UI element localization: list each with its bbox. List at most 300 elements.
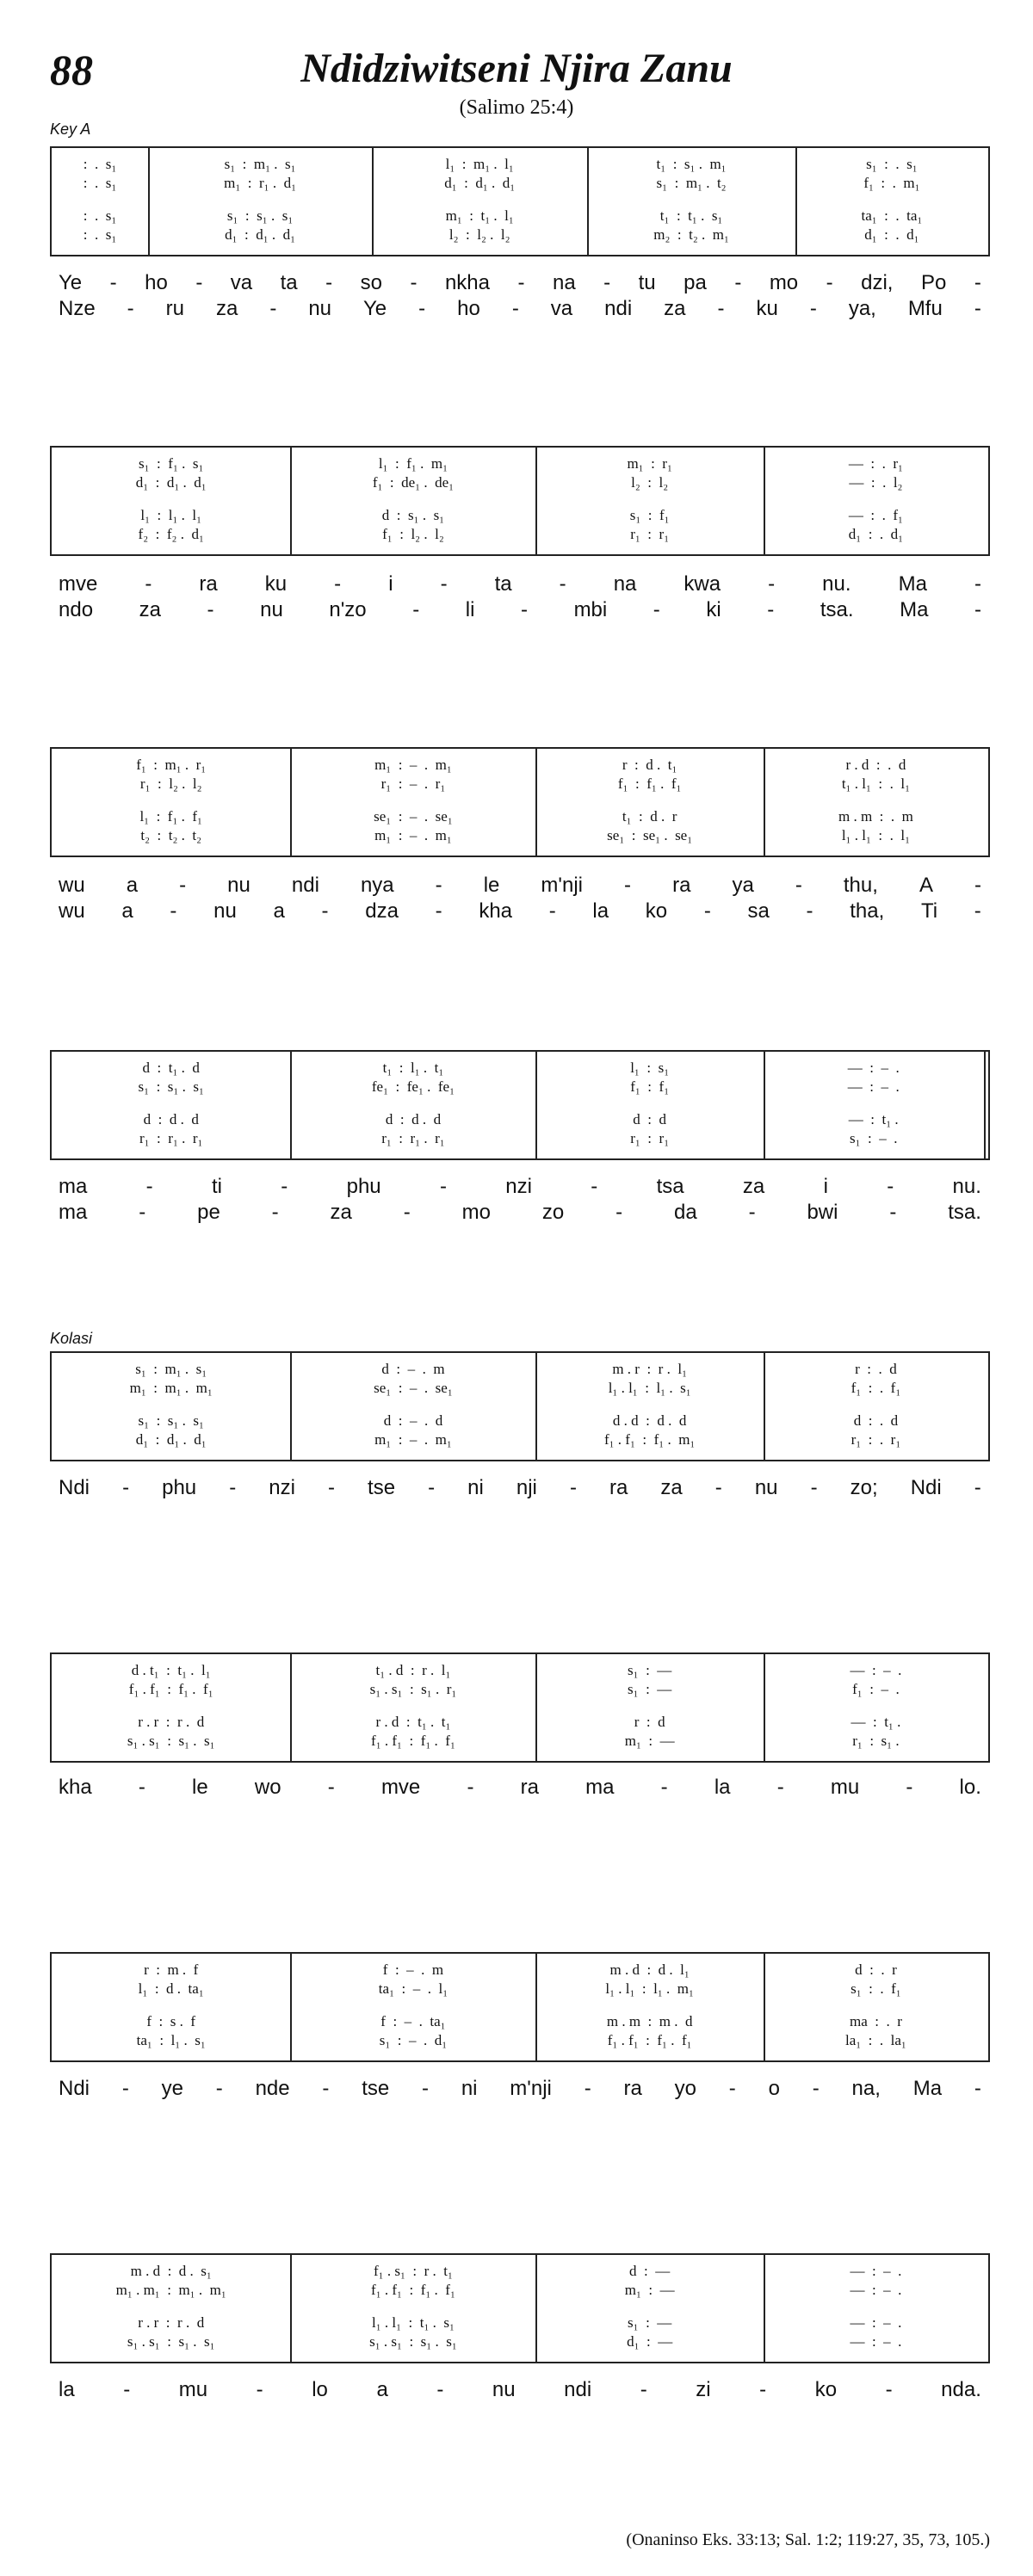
solfa-notes: m₁ : t₁ . l₁ bbox=[445, 207, 514, 224]
solfa-notes: l₁ : s₁ bbox=[630, 1059, 670, 1076]
lyrics-block bbox=[50, 271, 990, 320]
lyric-syllable: nde bbox=[255, 2077, 290, 2100]
measure-notes bbox=[59, 473, 283, 492]
treble-voices bbox=[52, 756, 988, 794]
measure-notes bbox=[59, 1379, 283, 1398]
lyric-syllable: ma bbox=[59, 1201, 88, 1224]
solfa-notes: s₁ : s₁ . s₁ bbox=[138, 1412, 204, 1429]
lyric-syllable: - bbox=[640, 2378, 647, 2401]
lyric-syllable: m'nji bbox=[510, 2077, 552, 2100]
measure-notes bbox=[542, 2313, 756, 2332]
solfa-notes: — : . f₁ bbox=[848, 507, 903, 523]
measure-notes bbox=[297, 2012, 529, 2031]
solfa-notes: r₁ : r₁ bbox=[630, 1130, 670, 1146]
measure-notes bbox=[59, 1980, 283, 1998]
lyric-syllable: ho bbox=[145, 271, 168, 294]
voice-row-b2 bbox=[52, 1732, 988, 1751]
measure-notes bbox=[155, 225, 365, 244]
lyric-syllable: nu. bbox=[952, 1175, 981, 1198]
solfa-notes: t₁ : s₁ . m₁ bbox=[656, 156, 727, 172]
solfa-notes: f₁ : m₁ . r₁ bbox=[136, 757, 207, 773]
lyric-syllable: Mfu bbox=[907, 297, 943, 320]
measure-notes bbox=[297, 2031, 529, 2050]
voice-row-b1 bbox=[52, 506, 988, 525]
measure-notes bbox=[59, 1961, 283, 1980]
measure-notes bbox=[542, 1961, 756, 1980]
lyric-syllable: ya, bbox=[848, 297, 876, 320]
voice-row-b2 bbox=[52, 2332, 988, 2351]
hymn-subtitle: (Salimo 25:4) bbox=[459, 96, 574, 119]
measure-notes bbox=[379, 155, 580, 174]
measure-notes bbox=[59, 807, 283, 826]
lyric-syllable: dza bbox=[365, 899, 399, 923]
hymn-title: Ndidziwitseni Njira Zanu bbox=[300, 46, 733, 91]
measure-notes bbox=[297, 1430, 529, 1449]
measure-notes bbox=[59, 525, 283, 544]
lyric-syllable: so bbox=[360, 271, 382, 294]
measure-notes bbox=[379, 207, 580, 225]
page-number: 88 bbox=[50, 46, 93, 94]
voice-row-b1 bbox=[52, 2313, 988, 2332]
solfa-notes: s₁ : s₁ . s₁ bbox=[138, 1078, 204, 1095]
solfa-notes: t₁ : t₁ . s₁ bbox=[659, 207, 723, 224]
lyric-syllable: phu bbox=[346, 1175, 381, 1198]
lyric-syllable: - bbox=[215, 2077, 223, 2100]
lyric-syllable: - bbox=[435, 874, 442, 897]
solfa-notes: f₂ : f₂ . d₁ bbox=[138, 526, 204, 542]
measure-notes bbox=[802, 155, 981, 174]
solfa-notes: t₁ : l₁ . t₁ bbox=[382, 1059, 444, 1076]
lyric-syllable: na, bbox=[851, 2077, 881, 2100]
voice-row-t1 bbox=[52, 756, 988, 775]
lyrics-block bbox=[50, 1476, 990, 1502]
lyric-syllable: - bbox=[759, 2378, 767, 2401]
voice-row-b1 bbox=[52, 2012, 988, 2031]
solfa-notes: r : d bbox=[634, 1714, 665, 1730]
voice-row-t1 bbox=[52, 1961, 988, 1980]
solfa-notes: — : – . bbox=[847, 1059, 900, 1076]
lyric-syllable: va bbox=[550, 297, 573, 320]
measure-notes bbox=[59, 2313, 283, 2332]
solfa-notes: r₁ : s₁ . bbox=[852, 1733, 900, 1749]
measure-notes bbox=[59, 1430, 283, 1449]
lyric-syllable: tse bbox=[362, 2077, 390, 2100]
measure-notes bbox=[542, 1430, 756, 1449]
lyric-syllable: Ma bbox=[900, 598, 929, 621]
treble-voices bbox=[52, 1360, 988, 1398]
solfa-notes: ma : . r bbox=[849, 2013, 902, 2029]
lyric-syllable: - bbox=[603, 271, 611, 294]
measure-notes bbox=[770, 1980, 981, 1998]
solfa-notes: l₁ . l₁ : . l₁ bbox=[841, 827, 911, 843]
solfa-notes: d₁ : d₁ . d₁ bbox=[135, 474, 207, 491]
solfa-notes: s₁ . s₁ : s₁ . r₁ bbox=[369, 1681, 457, 1697]
solfa-notes: — : – . bbox=[850, 2314, 902, 2331]
lyric-syllable: - bbox=[974, 572, 981, 596]
lyric-syllable: - bbox=[974, 271, 981, 294]
measure-notes bbox=[59, 2031, 283, 2050]
lyric-syllable: n'zo bbox=[329, 598, 367, 621]
measure-notes bbox=[297, 1713, 529, 1732]
solfa-notes: — : t₁ . bbox=[851, 1714, 901, 1730]
lyric-syllable: - bbox=[422, 2077, 430, 2100]
lyric-syllable: - bbox=[885, 2378, 893, 2401]
measure-notes bbox=[155, 174, 365, 193]
measure-notes bbox=[542, 1661, 756, 1680]
solfa-notes: d₁ : — bbox=[627, 2333, 673, 2350]
lyric-syllable: Ma bbox=[898, 572, 927, 596]
measure-notes bbox=[770, 807, 981, 826]
measure-notes bbox=[770, 1961, 981, 1980]
measure-notes bbox=[297, 1078, 529, 1096]
lyric-syllable: - bbox=[269, 297, 277, 320]
voice-row-t1 bbox=[52, 1661, 988, 1680]
solfa-notes: d : . r bbox=[855, 1961, 897, 1978]
lyric-line bbox=[50, 2077, 990, 2101]
lyrics-block bbox=[50, 1175, 990, 1224]
measure-notes bbox=[59, 826, 283, 845]
measure-notes bbox=[594, 174, 789, 193]
voice-row-t2 bbox=[52, 2281, 988, 2300]
measure-notes bbox=[594, 207, 789, 225]
lyric-syllable: Ndi bbox=[59, 2077, 90, 2100]
solfa-notes: r₁ : – . r₁ bbox=[380, 775, 446, 792]
lyric-syllable: a bbox=[273, 899, 285, 923]
solfa-notes: m . d : d . s₁ bbox=[130, 2263, 212, 2279]
solfa-notes: s₁ : — bbox=[628, 1662, 672, 1678]
solfa-notes: : . s₁ bbox=[83, 175, 117, 191]
lyric-line bbox=[50, 572, 990, 596]
lyric-syllable: - bbox=[889, 1201, 897, 1224]
lyric-line bbox=[50, 874, 990, 898]
solfa-notes: l₁ : f₁ . m₁ bbox=[378, 455, 448, 472]
lyric-syllable: - bbox=[170, 899, 177, 923]
lyric-syllable: tse bbox=[368, 1476, 396, 1499]
measure-notes bbox=[297, 1412, 529, 1430]
voice-row-b1 bbox=[52, 1412, 988, 1430]
measure-notes bbox=[542, 2281, 756, 2300]
lyrics-block bbox=[50, 2077, 990, 2103]
lyric-syllable: nu bbox=[260, 598, 283, 621]
lyric-syllable: - bbox=[714, 1476, 722, 1499]
voice-row-t2 bbox=[52, 1980, 988, 1998]
lyric-syllable: ndo bbox=[59, 598, 94, 621]
voice-row-b2 bbox=[52, 1129, 988, 1148]
lyric-syllable: ko bbox=[814, 2378, 838, 2401]
lyric-syllable: wo bbox=[254, 1776, 281, 1799]
solfa-notes: f₁ : de₁ . de₁ bbox=[372, 474, 455, 491]
solfa-notes: d . t₁ : t₁ . l₁ bbox=[131, 1662, 211, 1678]
measure-notes bbox=[297, 1360, 529, 1379]
measure-notes bbox=[59, 225, 141, 244]
solfa-notes: : . s₁ bbox=[83, 226, 117, 243]
lyric-syllable: mbi bbox=[573, 598, 608, 621]
staff-system bbox=[50, 146, 990, 256]
measure-notes bbox=[542, 1680, 756, 1699]
lyric-syllable: - bbox=[717, 297, 725, 320]
lyric-syllable: - bbox=[703, 899, 711, 923]
measure-notes bbox=[59, 1110, 283, 1129]
lyric-syllable: - bbox=[810, 1476, 818, 1499]
solfa-notes: d₁ : d₁ . d₁ bbox=[135, 1431, 207, 1448]
lyric-syllable: nu bbox=[754, 1476, 778, 1499]
lyric-syllable: ku bbox=[756, 297, 778, 320]
measure-notes bbox=[59, 1412, 283, 1430]
solfa-notes: d₁ : d₁ . d₁ bbox=[225, 226, 296, 243]
lyric-syllable: - bbox=[768, 572, 776, 596]
lyric-syllable: - bbox=[812, 2077, 820, 2100]
measure-notes bbox=[59, 756, 283, 775]
measure-notes bbox=[542, 1980, 756, 1998]
solfa-notes: f₁ . f₁ : f₁ . m₁ bbox=[603, 1431, 696, 1448]
lyric-syllable: - bbox=[207, 598, 214, 621]
lyric-syllable: za bbox=[660, 1476, 683, 1499]
measure-notes bbox=[802, 207, 981, 225]
measure-notes bbox=[59, 1680, 283, 1699]
measure-notes bbox=[59, 454, 283, 473]
voice-row-t1 bbox=[52, 1059, 988, 1078]
voice-row-b1 bbox=[52, 207, 988, 225]
solfa-notes: r . r : r . d bbox=[138, 1714, 205, 1730]
lyric-syllable: nu bbox=[308, 297, 332, 320]
measure-notes bbox=[155, 155, 365, 174]
solfa-notes: r . r : r . d bbox=[138, 2314, 205, 2331]
measure-notes bbox=[542, 2262, 756, 2281]
lyric-syllable: ra bbox=[623, 2077, 642, 2100]
solfa-notes: r : m . f bbox=[144, 1961, 199, 1978]
lyric-syllable: - bbox=[974, 874, 981, 897]
lyric-line bbox=[50, 2378, 990, 2402]
solfa-notes: f₁ : l₂ . l₂ bbox=[382, 526, 444, 542]
lyric-syllable: - bbox=[591, 1175, 598, 1198]
lyric-syllable: - bbox=[271, 1201, 279, 1224]
solfa-notes: f : – . m bbox=[382, 1961, 444, 1978]
lyric-syllable: Ti bbox=[920, 899, 938, 923]
measure-notes bbox=[542, 1713, 756, 1732]
lyrics-block bbox=[50, 2378, 990, 2404]
measure-notes bbox=[542, 1360, 756, 1379]
solfa-notes: m₁ : – . m₁ bbox=[374, 827, 452, 843]
solfa-notes: m₂ : t₂ . m₁ bbox=[653, 226, 729, 243]
voice-row-b1 bbox=[52, 1110, 988, 1129]
solfa-notes: r₁ : l₂ . l₂ bbox=[139, 775, 202, 792]
lyric-syllable: ra bbox=[199, 572, 218, 596]
measure-notes bbox=[59, 2332, 283, 2351]
lyric-syllable: tsa. bbox=[948, 1201, 981, 1224]
lyric-syllable: tu bbox=[638, 271, 656, 294]
solfa-notes: f₁ : f₁ bbox=[630, 1078, 670, 1095]
solfa-notes: s₁ : f₁ bbox=[629, 507, 670, 523]
solfa-notes: s₁ : — bbox=[628, 1681, 672, 1697]
scripture-references: (Onaninso Eks. 33:13; Sal. 1:2; 119:27, 35, 73, 105.) bbox=[626, 2530, 990, 2549]
lyric-syllable: da bbox=[673, 1201, 697, 1224]
voice-row-b2 bbox=[52, 826, 988, 845]
measure-notes bbox=[59, 506, 283, 525]
lyric-syllable: a bbox=[121, 899, 133, 923]
lyric-syllable: - bbox=[325, 271, 333, 294]
measure-notes bbox=[542, 807, 756, 826]
lyric-syllable: sa bbox=[747, 899, 770, 923]
lyric-syllable: - bbox=[428, 1476, 436, 1499]
solfa-notes: l₁ . l₁ : l₁ . m₁ bbox=[605, 1980, 694, 1997]
lyric-line bbox=[50, 297, 990, 321]
lyric-syllable: - bbox=[467, 1776, 474, 1799]
lyric-syllable: a bbox=[126, 874, 139, 897]
measure-notes bbox=[542, 1412, 756, 1430]
solfa-notes: d : d . d bbox=[143, 1111, 199, 1127]
lyric-line bbox=[50, 899, 990, 924]
lyric-syllable: - bbox=[974, 2077, 981, 2100]
lyrics-block bbox=[50, 1776, 990, 1801]
lyric-syllable: - bbox=[109, 271, 117, 294]
lyric-syllable: ti bbox=[211, 1175, 222, 1198]
staff-system bbox=[50, 446, 990, 556]
measure-notes bbox=[542, 473, 756, 492]
measure-notes bbox=[542, 506, 756, 525]
measure-notes bbox=[379, 225, 580, 244]
measure-notes bbox=[542, 1732, 756, 1751]
solfa-notes: l₁ . l₁ : l₁ . s₁ bbox=[608, 1380, 691, 1396]
lyric-syllable: ndi bbox=[291, 874, 319, 897]
staff-system bbox=[50, 2253, 990, 2363]
solfa-notes: d₁ : . d₁ bbox=[848, 526, 904, 542]
voice-row-b1 bbox=[52, 807, 988, 826]
measure-notes bbox=[59, 1129, 283, 1148]
lyric-syllable: - bbox=[615, 1201, 623, 1224]
treble-voices bbox=[52, 2262, 988, 2300]
measure-notes bbox=[297, 525, 529, 544]
solfa-notes: s₁ : . s₁ bbox=[866, 156, 918, 172]
measure-notes bbox=[770, 1129, 977, 1148]
lyric-syllable: - bbox=[559, 572, 566, 596]
measure-notes bbox=[770, 454, 981, 473]
lyric-syllable: lo. bbox=[959, 1776, 981, 1799]
solfa-notes: — : – . bbox=[850, 1662, 902, 1678]
lyric-syllable: - bbox=[256, 2378, 263, 2401]
lyric-syllable: - bbox=[734, 271, 742, 294]
lyric-syllable: - bbox=[584, 2077, 591, 2100]
treble-voices bbox=[52, 155, 988, 193]
lyric-syllable: wu bbox=[59, 874, 85, 897]
lyric-syllable: wu bbox=[59, 899, 85, 923]
solfa-notes: — : – . bbox=[850, 2282, 902, 2298]
solfa-notes: l₁ : l₁ . l₁ bbox=[140, 507, 202, 523]
measure-notes bbox=[542, 1379, 756, 1398]
measure-notes bbox=[770, 1680, 981, 1699]
voice-row-b2 bbox=[52, 1430, 988, 1449]
solfa-notes: s₁ . s₁ : s₁ . s₁ bbox=[127, 2333, 215, 2350]
lyric-syllable: nkha bbox=[444, 271, 490, 294]
lyric-syllable: - bbox=[511, 297, 519, 320]
lyric-syllable: ku bbox=[264, 572, 288, 596]
solfa-notes: d₁ : . d₁ bbox=[864, 226, 919, 243]
lyric-syllable: Ye bbox=[363, 297, 387, 320]
lyric-syllable: - bbox=[548, 899, 556, 923]
lyric-line bbox=[50, 1776, 990, 1800]
lyric-syllable: - bbox=[322, 2077, 330, 2100]
lyric-syllable: mo bbox=[769, 271, 799, 294]
solfa-notes: d : – . m bbox=[381, 1361, 445, 1377]
measure-notes bbox=[297, 775, 529, 794]
lyric-syllable: - bbox=[121, 2077, 129, 2100]
lyric-syllable: yo bbox=[674, 2077, 696, 2100]
lyric-syllable: - bbox=[887, 1175, 894, 1198]
measure-notes bbox=[542, 2332, 756, 2351]
key-label: Key A bbox=[50, 120, 91, 138]
measure-notes bbox=[542, 1129, 756, 1148]
bass-voices bbox=[52, 207, 988, 244]
solfa-notes: s₁ . s₁ : s₁ . s₁ bbox=[369, 2333, 457, 2350]
measure-notes bbox=[297, 2332, 529, 2351]
bass-voices bbox=[52, 1412, 988, 1449]
lyric-syllable: tsa bbox=[656, 1175, 684, 1198]
lyric-syllable: kwa bbox=[684, 572, 721, 596]
solfa-notes: s₁ : – . d₁ bbox=[379, 2032, 448, 2048]
voice-row-t2 bbox=[52, 1379, 988, 1398]
voice-row-t1 bbox=[52, 2262, 988, 2281]
lyric-syllable: - bbox=[906, 1776, 913, 1799]
lyric-syllable: - bbox=[440, 572, 448, 596]
measure-notes bbox=[297, 1980, 529, 1998]
solfa-notes: r₁ : . r₁ bbox=[851, 1431, 901, 1448]
lyric-syllable: ta bbox=[280, 271, 298, 294]
measure-notes bbox=[297, 1129, 529, 1148]
lyric-syllable: zi bbox=[696, 2378, 711, 2401]
measure-notes bbox=[297, 2281, 529, 2300]
lyric-syllable: tha, bbox=[850, 899, 885, 923]
solfa-notes: m . m : . m bbox=[838, 808, 913, 825]
measure-notes bbox=[542, 2012, 756, 2031]
lyric-syllable: - bbox=[327, 1476, 335, 1499]
measure-notes bbox=[770, 2031, 981, 2050]
measure-notes bbox=[770, 1110, 977, 1129]
lyric-syllable: - bbox=[624, 874, 632, 897]
lyric-syllable: la bbox=[714, 1776, 731, 1799]
lyric-syllable: ra bbox=[672, 874, 691, 897]
solfa-notes: d : — bbox=[629, 2263, 671, 2279]
measure-notes bbox=[770, 2313, 981, 2332]
measure-notes bbox=[59, 1059, 283, 1078]
lyric-syllable: - bbox=[795, 874, 802, 897]
measure-notes bbox=[297, 506, 529, 525]
measure-notes bbox=[59, 155, 141, 174]
solfa-notes: m₁ : – . m₁ bbox=[374, 757, 452, 773]
lyric-syllable: zo; bbox=[850, 1476, 878, 1499]
lyric-syllable: - bbox=[321, 899, 329, 923]
measure-notes bbox=[297, 454, 529, 473]
solfa-notes: — : t₁ . bbox=[848, 1111, 899, 1127]
lyric-syllable: zo bbox=[541, 1201, 565, 1224]
lyric-syllable: - bbox=[122, 1476, 130, 1499]
solfa-notes: t₁ . l₁ : . l₁ bbox=[841, 775, 911, 792]
lyric-syllable: nya bbox=[360, 874, 394, 897]
voice-row-b1 bbox=[52, 1713, 988, 1732]
lyric-syllable: nu bbox=[213, 899, 237, 923]
solfa-notes: m . m : m . d bbox=[606, 2013, 693, 2029]
chorus-label: Kolasi bbox=[50, 1330, 93, 1347]
solfa-notes: m₁ : r₁ . d₁ bbox=[224, 175, 297, 191]
measure-notes bbox=[542, 1059, 756, 1078]
solfa-notes: s₁ : m₁ . t₂ bbox=[656, 175, 727, 191]
lyric-syllable: dzi, bbox=[861, 271, 894, 294]
lyric-syllable: va bbox=[230, 271, 253, 294]
solfa-notes: la₁ : . la₁ bbox=[844, 2032, 906, 2048]
staff-system bbox=[50, 747, 990, 857]
solfa-notes: se₁ : se₁ . se₁ bbox=[607, 827, 693, 843]
measure-notes bbox=[770, 1430, 981, 1449]
lyric-syllable: - bbox=[521, 598, 528, 621]
solfa-notes: d . d : d . d bbox=[612, 1412, 687, 1429]
